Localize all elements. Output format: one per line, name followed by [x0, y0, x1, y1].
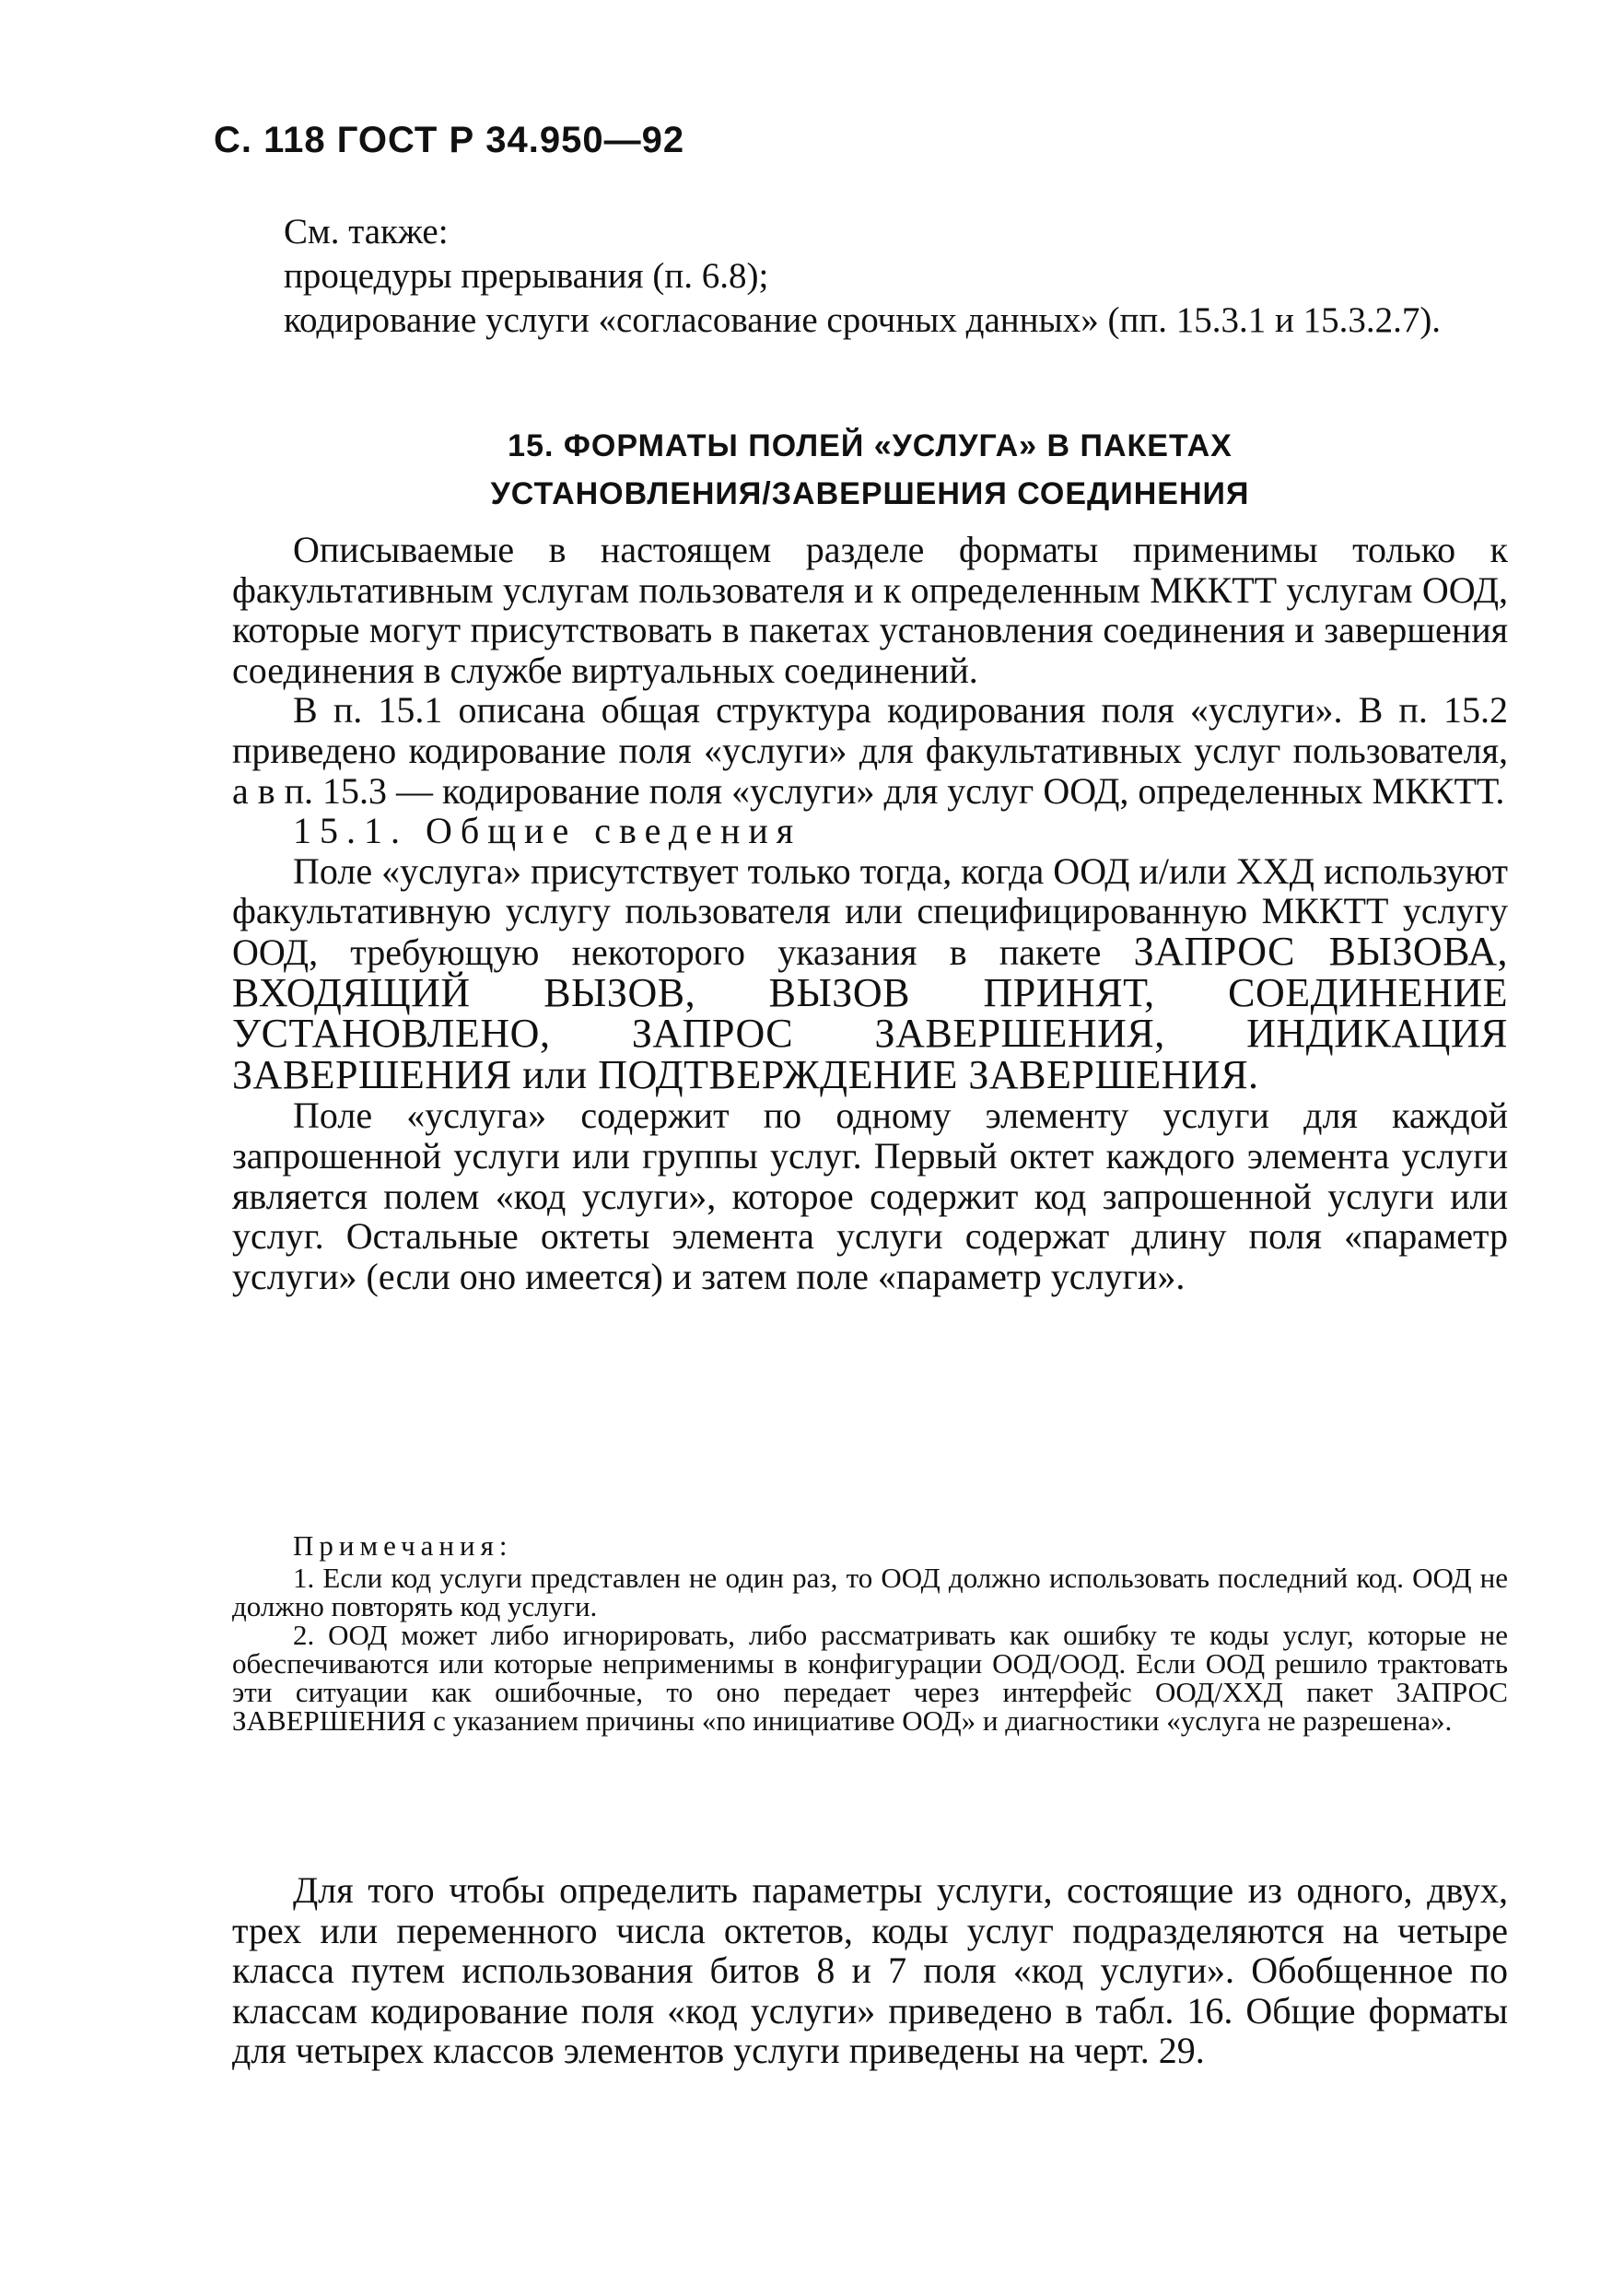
section-title-line2: УСТАНОВЛЕНИЯ/ЗАВЕРШЕНИЯ СОЕДИНЕНИЯ [490, 476, 1250, 511]
closing-block [232, 1870, 1508, 2071]
paragraph-intro: Описываемые в настоящем разделе форматы применимы только к факультативным услугам пользователя и к определенным МККТТ услугам ООД, которые могут присутствовать в пакетах установления соединения и завершения соединения в службе виртуальных соединений. [232, 529, 1508, 691]
notes-block [232, 1531, 1508, 1735]
section-body [232, 530, 1508, 1296]
notes-label: Примечания: [293, 1529, 513, 1562]
see-also-block [232, 210, 1508, 343]
section-title [232, 422, 1508, 518]
see-also-item-expedited: кодирование услуги «согласование срочных данных» (пп. 15.3.1 и 15.3.2.7). [284, 300, 1442, 340]
paragraph-elements: Поле «услуга» содержит по одному элементу услуги для каждой запрошенной услуги или группы услуг. Первый октет каждого элемента услуги является полем «код услуги», которое содержит код запрошенной услуги или услуг. Остальные октеты элемента услуги содержат длину поля «параметр услуги» (если оно имеется) и затем поле «параметр услуги». [232, 1095, 1508, 1297]
paragraph-structure: В п. 15.1 описана общая структура кодирования поля «услуги». В п. 15.2 приведено кодирование поля «услуги» для факультативных услуг пользователя, а в п. 15.3 — кодирование поля «услуги» для услуг ООД, определенных МККТТ. [232, 689, 1508, 812]
paragraph-classes: Для того чтобы определить параметры услуги, состоящие из одного, двух, трех или переменного числа октетов, коды услуг подразделяются на четыре класса путем использования битов 8 и 7 поля «код услуги». Обобщенное по классам кодирование поля «код услуги» приведено в табл. 16. Общие форматы для четырех классов элементов услуги приведены на черт. 29. [232, 1869, 1508, 2072]
see-also-item-interrupt: процедуры прерывания (п. 6.8); [284, 256, 769, 296]
see-also-label: См. также: [284, 212, 449, 252]
note-1: 1. Если код услуги представлен не один раз, то ООД должно использовать последний код. ООД не должно повторять код услуги. [232, 1562, 1508, 1622]
note-2: 2. ООД может либо игнорировать, либо рассматривать как ошибку те коды услуг, которые не обеспечиваются или которые неприменимы в конфигурации ООД/ООД. Если ООД решило трактовать эти ситуации как ошибочные, то оно передает через интерфейс ООД/ХХД пакет ЗАПРОС ЗАВЕРШЕНИЯ с указанием причины «по инициативе ООД» и диагностики «услуга не разрешена». [232, 1619, 1508, 1737]
paragraph-presence [232, 851, 1508, 1096]
running-head: С. 118 ГОСТ Р 34.950—92 [214, 120, 685, 160]
section-title-line1: 15. ФОРМАТЫ ПОЛЕЙ «УСЛУГА» В ПАКЕТАХ [508, 428, 1233, 463]
subsection-heading: 15.1. Общие сведения [293, 810, 802, 852]
paragraph-presence-text: Поле «услуга» присутствует только тогда, когда ООД и/или ХХД используют факультативную услугу пользователя или специфицированную МККТТ услугу ООД, требующую некоторого указания в пакете [232, 849, 1508, 973]
packet-names: ЗАПРОС ВЫЗОВА, ВХОДЯЩИЙ ВЫЗОВ, ВЫЗОВ ПРИНЯТ, СОЕДИНЕНИЕ УСТАНОВЛЕНО, ЗАПРОС ЗАВЕРШЕНИЯ, ИНДИКАЦИЯ ЗАВЕРШЕНИЯ или ПОДТВЕРЖДЕНИЕ ЗАВЕРШЕНИЯ. [232, 928, 1509, 1097]
